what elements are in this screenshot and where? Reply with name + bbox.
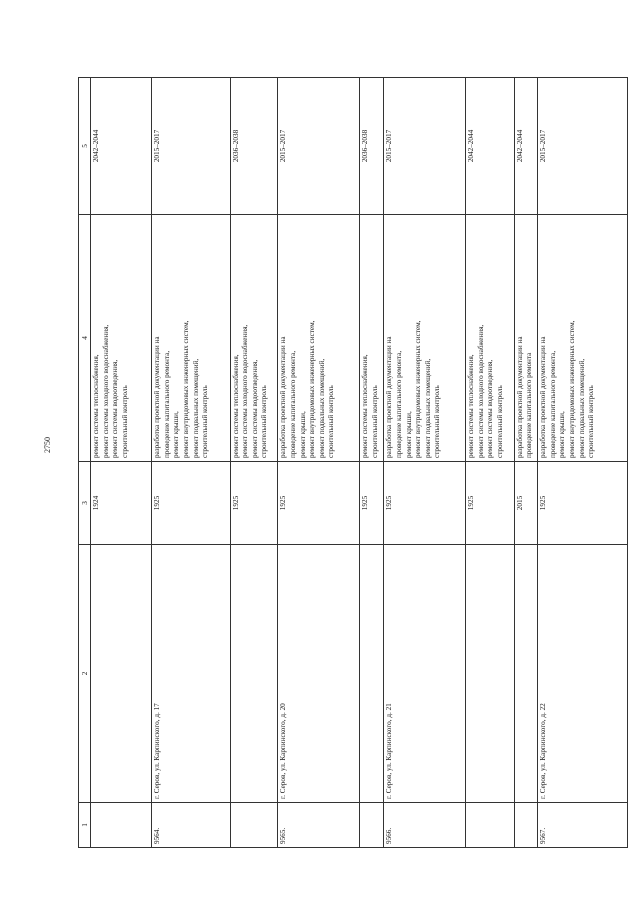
table-row	[359, 78, 383, 848]
repair-schedule-table	[78, 77, 628, 848]
work-item: строительный контроль	[201, 385, 210, 458]
address-cell: г. Серов, ул. Карпинского, д. 21	[384, 545, 466, 803]
work-item: ремонт системы водоотведения,	[486, 359, 495, 458]
work-item: проведение капитального ремонта,	[395, 350, 404, 458]
work-item: ремонт системы холодного водоснабжения,	[476, 324, 485, 458]
table-row	[538, 78, 628, 848]
table-body	[91, 78, 628, 848]
work-item: ремонт системы водоотведения,	[250, 359, 259, 458]
work-item: ремонт подвальных помещений,	[191, 358, 200, 458]
header-col-4: 4	[79, 215, 91, 462]
period-cell: 2036–2038	[359, 78, 383, 215]
row-number-cell: 9567.	[538, 803, 628, 848]
address-cell	[230, 545, 278, 803]
year-cell: 1925	[278, 462, 360, 545]
year-cell: 1925	[384, 462, 466, 545]
work-item: ремонт системы теплоснабжения,	[360, 354, 369, 458]
year-cell: 1925	[152, 462, 230, 545]
header-col-1: 1	[79, 803, 91, 848]
works-cell	[538, 215, 628, 462]
work-item: ремонт подвальных помещений,	[577, 358, 586, 458]
table-row	[465, 78, 514, 848]
period-cell: 2036–2038	[230, 78, 278, 215]
year-cell: 1924	[91, 462, 152, 545]
work-item: строительный контроль	[433, 385, 442, 458]
row-number-cell	[465, 803, 514, 848]
work-item: ремонт внутридомовых инженерных систем,	[181, 320, 190, 458]
work-item: строительный контроль	[120, 385, 129, 458]
row-number-cell: 9564.	[152, 803, 230, 848]
address-cell	[91, 545, 152, 803]
table-header-row	[79, 78, 91, 848]
work-item: ремонт внутридомовых инженерных систем,	[414, 320, 423, 458]
work-item: ремонт системы водоотведения,	[111, 359, 120, 458]
header-col-2: 2	[79, 545, 91, 803]
address-cell: г. Серов, ул. Карпинского, д. 17	[152, 545, 230, 803]
year-cell: 2015	[514, 462, 537, 545]
address-cell: г. Серов, ул. Карпинского, д. 22	[538, 545, 628, 803]
work-item: разработка проектной документации на	[515, 336, 524, 458]
period-cell: 2015–2017	[538, 78, 628, 215]
works-cell	[514, 215, 537, 462]
period-cell: 2042–2044	[91, 78, 152, 215]
work-item: ремонт внутридомовых инженерных систем,	[308, 320, 317, 458]
work-item: строительный контроль	[260, 385, 269, 458]
period-cell: 2015–2017	[152, 78, 230, 215]
rotated-table-container	[78, 78, 628, 848]
work-item: проведение капитального ремонта,	[289, 350, 298, 458]
row-number-cell	[230, 803, 278, 848]
period-cell: 2042–2044	[465, 78, 514, 215]
works-cell	[91, 215, 152, 462]
work-item: ремонт системы теплоснабжения,	[92, 354, 100, 458]
year-cell: 1925	[538, 462, 628, 545]
period-cell: 2015–2017	[384, 78, 466, 215]
header-col-3: 3	[79, 462, 91, 545]
row-number-cell	[359, 803, 383, 848]
year-cell: 1925	[359, 462, 383, 545]
work-item: ремонт крыши,	[172, 411, 181, 458]
work-item: строительный контроль	[370, 385, 379, 458]
work-item: строительный контроль	[327, 385, 336, 458]
work-item: разработка проектной документации на	[539, 336, 548, 458]
period-cell: 2042–2044	[514, 78, 537, 215]
works-cell	[384, 215, 466, 462]
table-row	[384, 78, 466, 848]
row-number-cell: 9566.	[384, 803, 466, 848]
works-cell	[359, 215, 383, 462]
work-item: ремонт системы холодного водоснабжения,	[101, 324, 110, 458]
row-number-cell	[514, 803, 537, 848]
work-item: разработка проектной документации на	[153, 336, 162, 458]
table-row	[230, 78, 278, 848]
work-item: ремонт крыши,	[404, 411, 413, 458]
works-cell	[465, 215, 514, 462]
period-cell: 2015–2017	[278, 78, 360, 215]
table-row	[91, 78, 152, 848]
year-cell: 1925	[465, 462, 514, 545]
page-number: 2750	[43, 437, 52, 453]
row-number-cell	[91, 803, 152, 848]
table-row	[278, 78, 360, 848]
address-cell	[465, 545, 514, 803]
address-cell: г. Серов, ул. Карпинского, д. 20	[278, 545, 360, 803]
header-col-5: 5	[79, 78, 91, 215]
work-item: ремонт системы холодного водоснабжения,	[241, 324, 250, 458]
works-cell	[152, 215, 230, 462]
works-cell	[278, 215, 360, 462]
work-item: ремонт подвальных помещений,	[423, 358, 432, 458]
work-item: разработка проектной документации на	[385, 336, 394, 458]
works-cell	[230, 215, 278, 462]
work-item: ремонт крыши,	[558, 411, 567, 458]
year-cell: 1925	[230, 462, 278, 545]
work-item: разработка проектной документации на	[279, 336, 288, 458]
work-item: проведение капитального ремонта	[525, 352, 534, 458]
work-item: ремонт подвальных помещений,	[317, 358, 326, 458]
work-item: ремонт внутридомовых инженерных систем,	[568, 320, 577, 458]
table-row	[514, 78, 537, 848]
work-item: проведение капитального ремонта,	[162, 350, 171, 458]
work-item: ремонт крыши,	[298, 411, 307, 458]
address-cell	[359, 545, 383, 803]
work-item: строительный контроль	[587, 385, 596, 458]
table-row	[152, 78, 230, 848]
work-item: проведение капитального ремонта,	[548, 350, 557, 458]
row-number-cell: 9565.	[278, 803, 360, 848]
work-item: ремонт системы теплоснабжения,	[466, 354, 475, 458]
address-cell	[514, 545, 537, 803]
work-item: ремонт системы теплоснабжения,	[231, 354, 240, 458]
work-item: строительный контроль	[495, 385, 504, 458]
